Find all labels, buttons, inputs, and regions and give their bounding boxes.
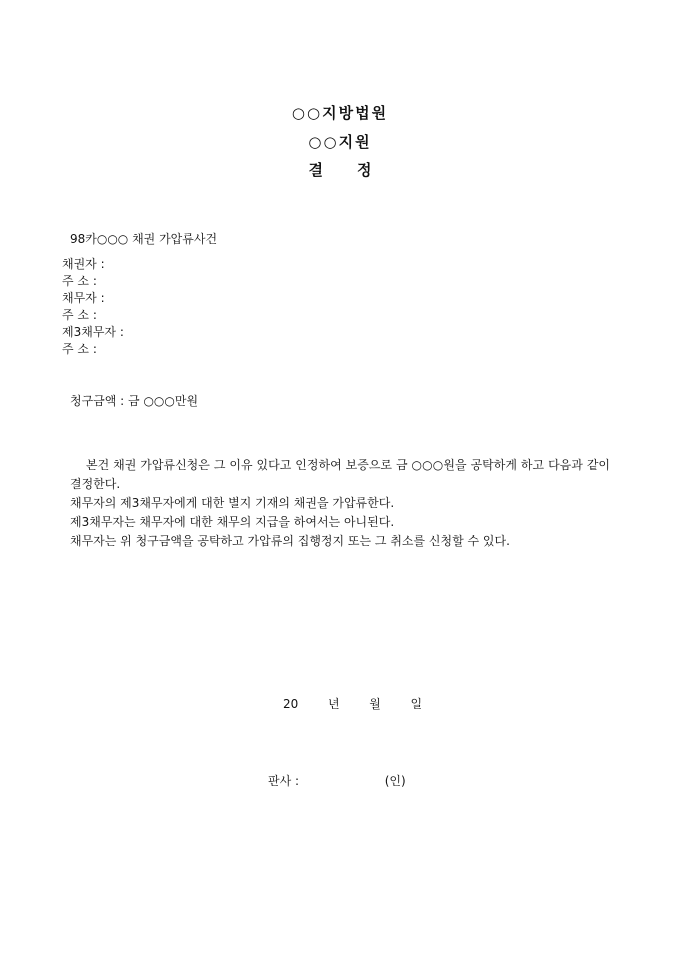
case-number: 98카○○○ 채권 가압류사건 (70, 232, 218, 246)
judge-label: 판사 : (268, 774, 300, 788)
seal-mark: (인) (384, 774, 406, 788)
document-type-first: 결 (308, 161, 323, 179)
judge-signature (268, 772, 406, 789)
date-month-unit: 월 (369, 697, 381, 711)
court-name: ○○지방법원 (291, 104, 389, 122)
parties-list (62, 256, 124, 358)
date-year: 20 (283, 697, 299, 711)
decision-paragraph-4: 채무자는 위 청구금액을 공탁하고 가압류의 집행정지 또는 그 취소를 신청할 수 있다. (70, 534, 510, 548)
date-day-unit: 일 (410, 697, 423, 711)
claim-amount: 청구금액 : 금 ○○○만원 (70, 394, 199, 408)
decision-paragraph-1: 본건 채권 가압류신청은 그 이유 있다고 인정하여 보증으로 금 ○○○원을 공탁하게 하고 다음과 같이 결정한다. (70, 458, 610, 491)
decision-line-3: 제3채무자는 채무자에 대한 채무의 지급을 하여서는 아니된다. (70, 515, 395, 529)
document-type (0, 159, 680, 180)
branch-name: ○○지원 (308, 133, 372, 151)
third-debtor-address-label: 주 소 : (62, 342, 97, 356)
debtor-address-label: 주 소 : (62, 308, 97, 322)
decision-line-2: 채무자의 제3채무자에게 대한 별지 기재의 채권을 가압류한다. (70, 496, 395, 510)
date-year-unit: 년 (327, 697, 340, 711)
creditor-address-label: 주 소 : (62, 274, 97, 288)
third-debtor-label: 제3채무자 : (62, 325, 124, 339)
document-type-second: 정 (357, 161, 372, 179)
decision-body (70, 456, 610, 551)
debtor-label: 채무자 : (62, 291, 105, 305)
creditor-label: 채권자 : (62, 257, 105, 271)
decision-date (283, 695, 422, 712)
